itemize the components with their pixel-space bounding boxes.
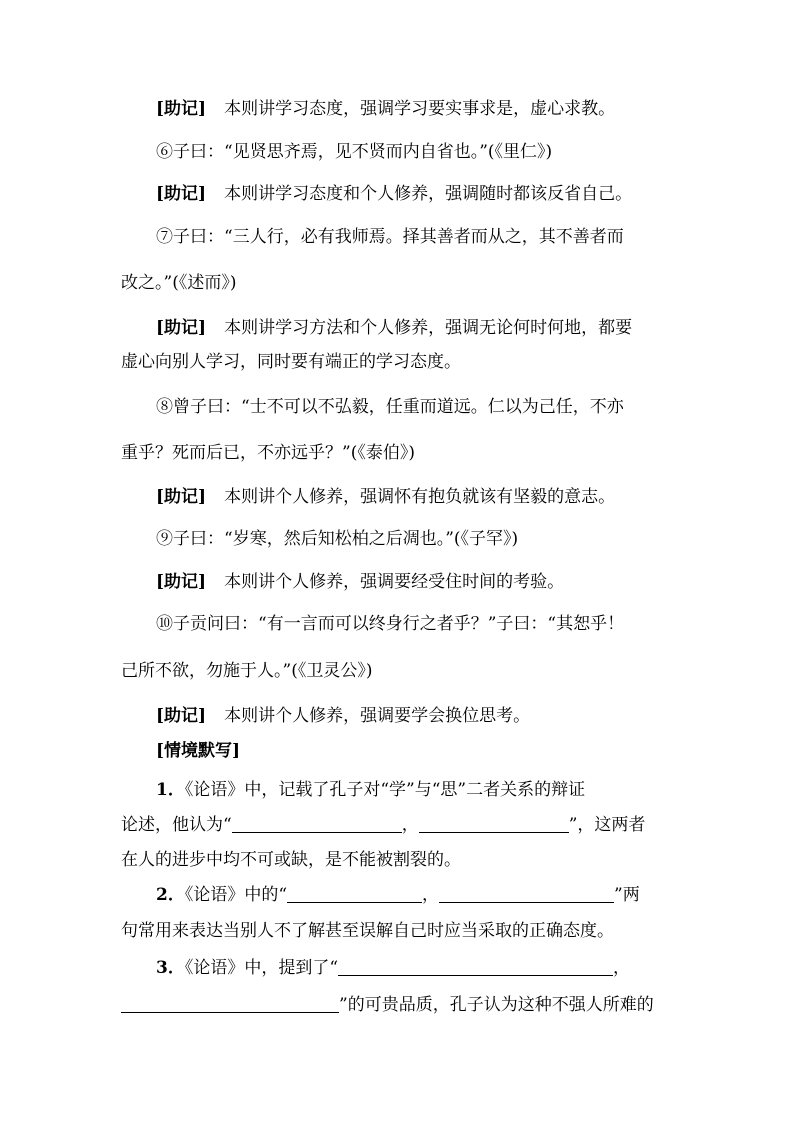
mnemonic-text: 本则讲个人修养，强调怀有抱负就该有坚毅的意志。 bbox=[224, 487, 616, 507]
mnemonic-tag: [助记] bbox=[156, 99, 207, 119]
analects-quote-cont: 改之。”(《述而》) bbox=[121, 273, 237, 293]
question-number: 1． bbox=[156, 780, 185, 800]
mnemonic-line bbox=[156, 183, 632, 205]
section-heading: [情境默写] bbox=[156, 741, 241, 761]
mnemonic-line bbox=[156, 705, 530, 727]
analects-quote-cont: 重乎？死而后已，不亦远乎？”(《泰伯》) bbox=[121, 443, 415, 463]
answer-blank[interactable] bbox=[287, 886, 422, 903]
answer-blank[interactable] bbox=[232, 816, 402, 833]
mnemonic-line bbox=[156, 486, 615, 508]
question-text: 《论语》中，提到了“ bbox=[184, 958, 339, 978]
mnemonic-tag: [助记] bbox=[156, 487, 207, 507]
answer-blank[interactable] bbox=[338, 959, 613, 976]
answer-blank[interactable] bbox=[439, 886, 614, 903]
question-2 bbox=[156, 884, 640, 906]
mnemonic-text: 本则讲学习方法和个人修养，强调无论何时何地，都要 bbox=[224, 318, 633, 338]
analects-quote-cont: 己所不欲，勿施于人。”(《卫灵公》) bbox=[121, 661, 373, 681]
question-text: 论述，他认为“ bbox=[121, 815, 232, 835]
mnemonic-text-cont: 虚心向别人学习，同时要有端正的学习态度。 bbox=[121, 352, 461, 372]
question-1 bbox=[156, 779, 585, 801]
analects-quote: ⑨子曰：“岁寒，然后知松柏之后凋也。”(《子罕》) bbox=[156, 529, 519, 549]
mnemonic-text: 本则讲学习态度和个人修养，强调随时都该反省自己。 bbox=[224, 184, 633, 204]
mnemonic-line bbox=[156, 98, 615, 120]
mnemonic-tag: [助记] bbox=[156, 706, 207, 726]
blank-separator: ， bbox=[401, 815, 419, 835]
question-text: ”，这两者 bbox=[568, 815, 646, 835]
answer-blank[interactable] bbox=[121, 996, 339, 1013]
mnemonic-text: 本则讲个人修养，强调要学会换位思考。 bbox=[224, 706, 531, 726]
mnemonic-line bbox=[156, 317, 632, 339]
question-text: ”的可贵品质，孔子认为这种不强人所难的 bbox=[339, 995, 654, 1015]
question-1-line2 bbox=[121, 814, 645, 836]
mnemonic-tag: [助记] bbox=[156, 572, 207, 592]
mnemonic-text: 本则讲学习态度，强调学习要实事求是，虚心求教。 bbox=[224, 99, 616, 119]
mnemonic-tag: [助记] bbox=[156, 318, 207, 338]
analects-quote: ⑩子贡问曰：“有一言而可以终身行之者乎？”子曰：“其恕乎！ bbox=[156, 614, 625, 634]
mnemonic-line bbox=[156, 571, 564, 593]
blank-separator: ， bbox=[422, 885, 440, 905]
analects-quote: ⑥子曰：“见贤思齐焉，见不贤而内自省也。”(《里仁》) bbox=[156, 142, 553, 162]
question-text: ”两 bbox=[614, 885, 640, 905]
question-3-line2 bbox=[121, 994, 654, 1016]
analects-quote: ⑦子曰：“三人行，必有我师焉。择其善者而从之，其不善者而 bbox=[156, 227, 624, 247]
blank-separator: ， bbox=[613, 958, 631, 978]
question-number: 2． bbox=[156, 885, 185, 905]
question-number: 3． bbox=[156, 958, 185, 978]
mnemonic-text: 本则讲个人修养，强调要经受住时间的考验。 bbox=[224, 572, 565, 592]
analects-quote: ⑧曾子曰：“士不可以不弘毅，任重而道远。仁以为己任，不亦 bbox=[156, 397, 624, 417]
answer-blank[interactable] bbox=[419, 816, 569, 833]
question-1-line3: 在人的进步中均不可或缺，是不能被割裂的。 bbox=[121, 850, 461, 870]
question-2-line2: 句常用来表达当别人不了解甚至误解自己时应当采取的正确态度。 bbox=[121, 921, 614, 941]
question-3 bbox=[156, 957, 630, 979]
question-text: 《论语》中的“ bbox=[184, 885, 288, 905]
mnemonic-tag: [助记] bbox=[156, 184, 207, 204]
question-text: 《论语》中，记载了孔子对“学”与“思”二者关系的辩证 bbox=[184, 780, 586, 800]
